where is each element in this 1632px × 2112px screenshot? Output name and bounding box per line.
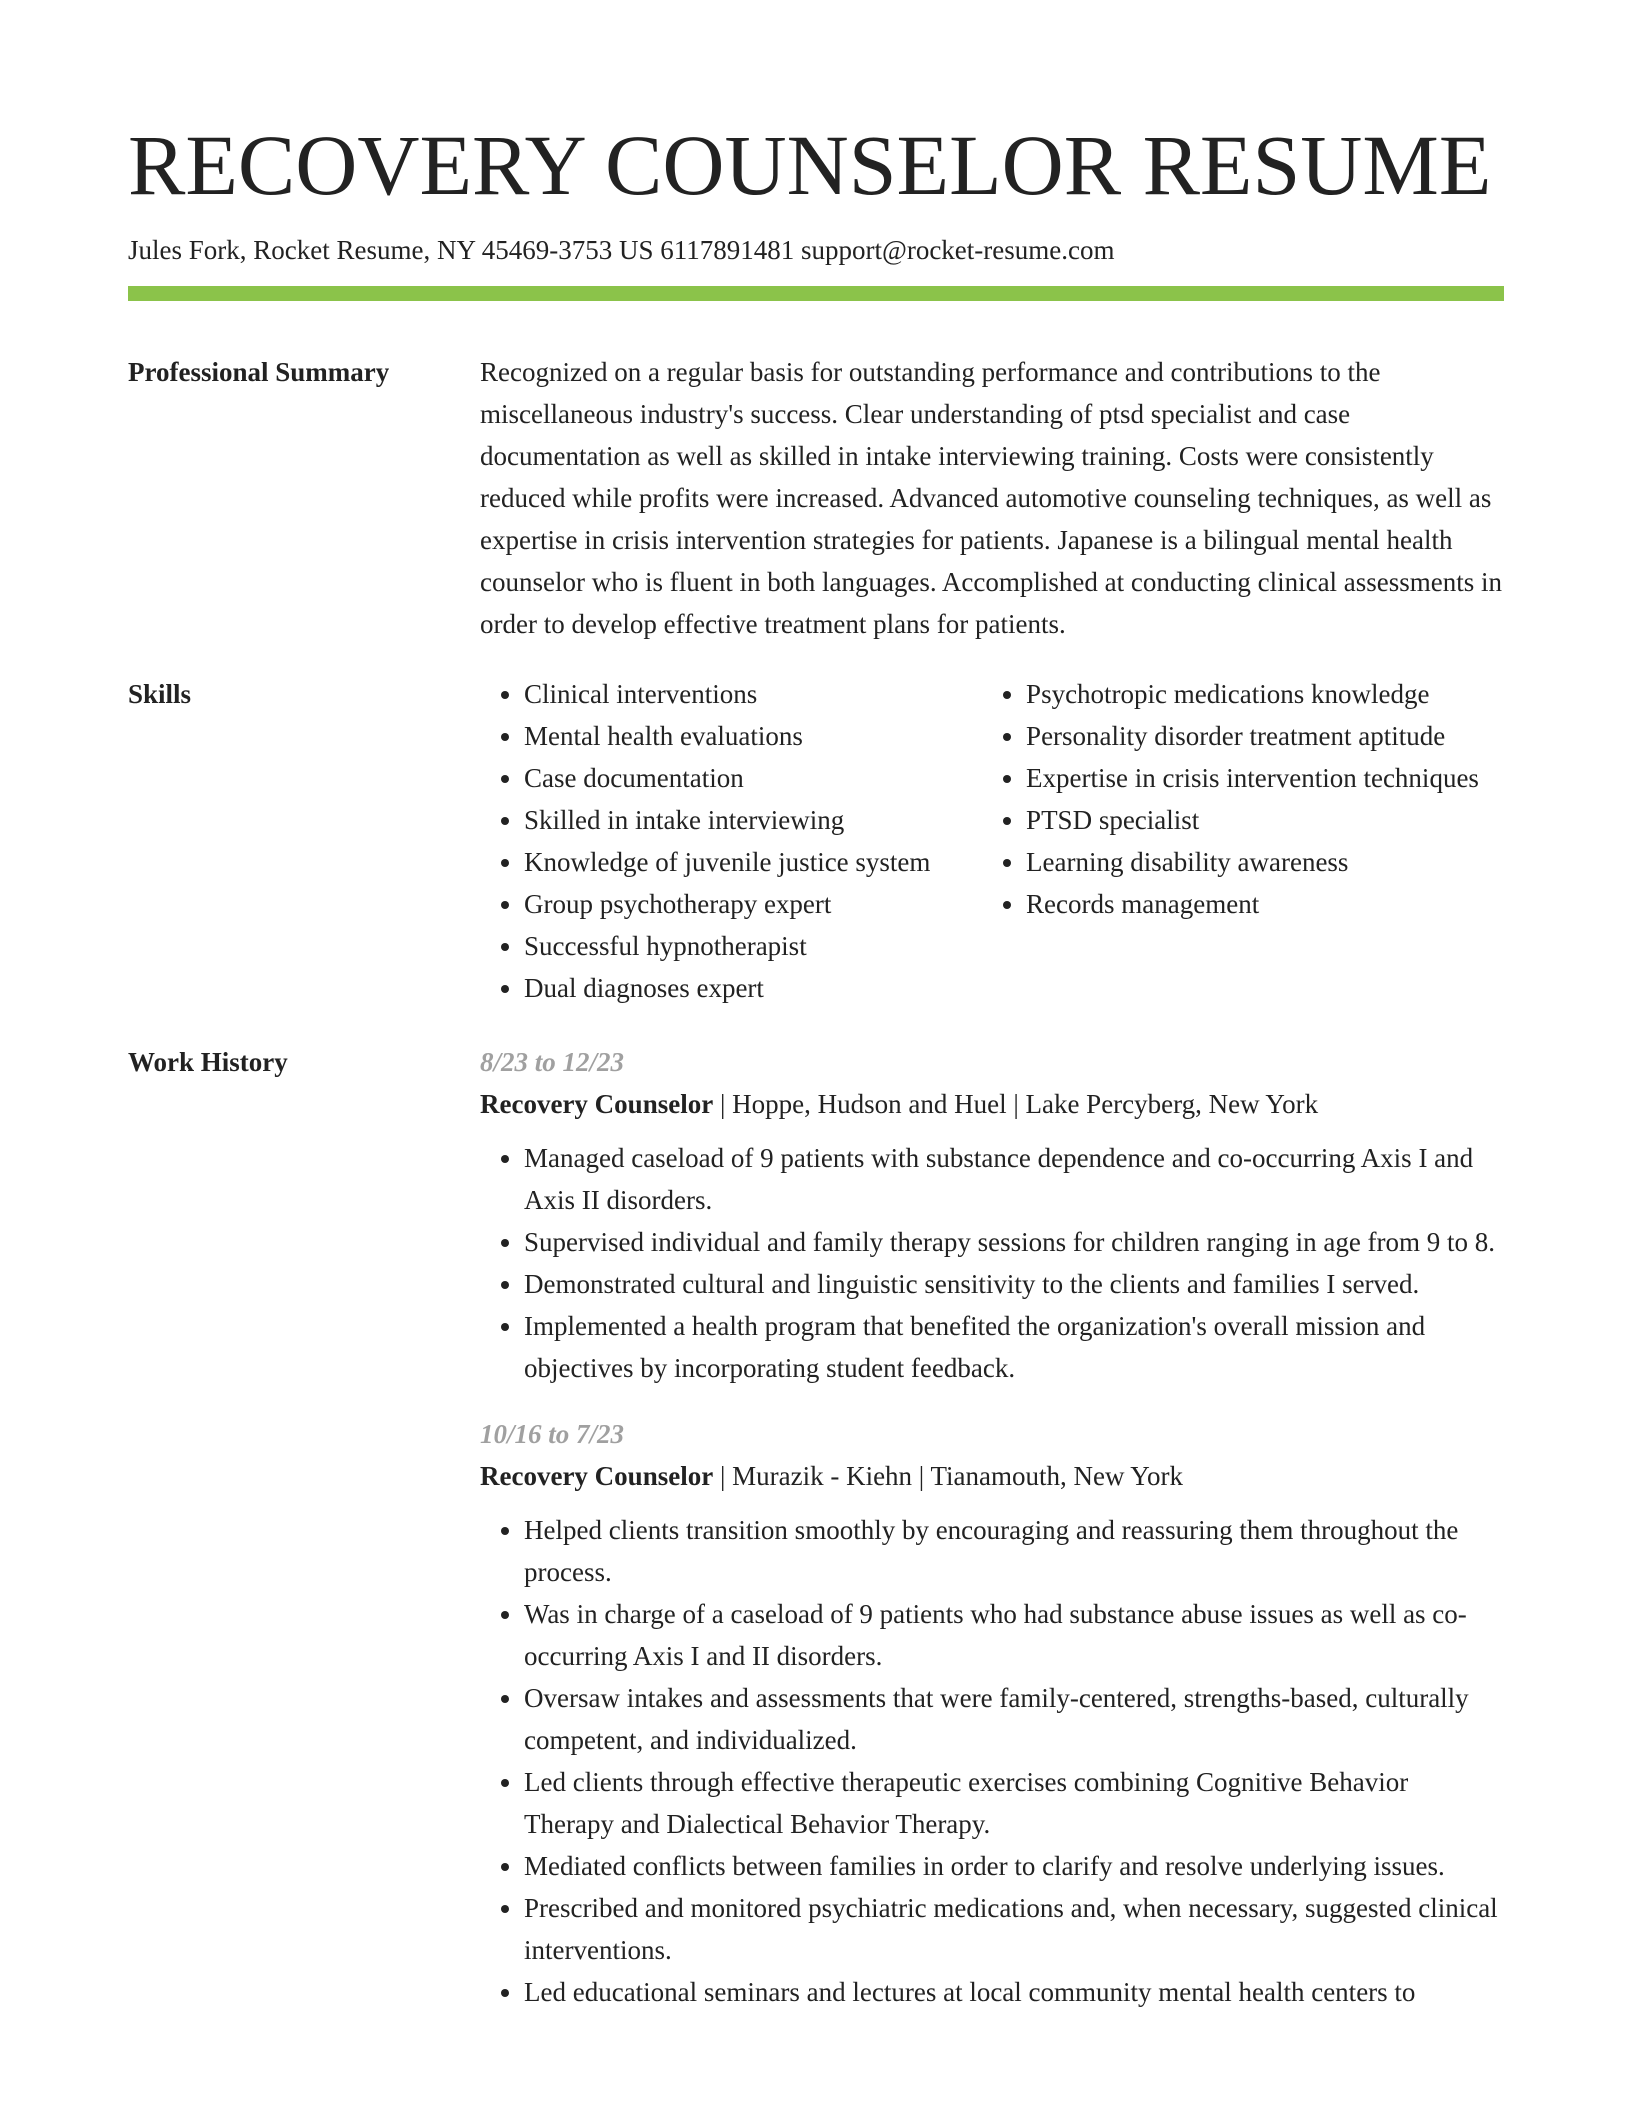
job-employer-location: | Murazik - Kiehn | Tianamouth, New York: [713, 1461, 1184, 1491]
skill-item: • PTSD specialist: [1026, 799, 1504, 841]
job-entry: [480, 1413, 1504, 2013]
job-title-line: [480, 1083, 1504, 1125]
job-bullet: • Oversaw intakes and assessments that were family-centered, strengths-based, culturally competent, and individualized.: [524, 1677, 1504, 1761]
work-body: [480, 1041, 1504, 2037]
job-entry: [480, 1041, 1504, 1389]
section-label-summary: Professional Summary: [128, 357, 390, 387]
section-label-skills: Skills: [128, 679, 192, 709]
skill-item: • Successful hypnotherapist: [524, 925, 982, 967]
job-title-line: [480, 1455, 1504, 1497]
skills-list-left: [480, 673, 982, 1009]
job-role: Recovery Counselor: [480, 1089, 714, 1119]
job-bullet: • Demonstrated cultural and linguistic sensitivity to the clients and families I served.: [524, 1263, 1504, 1305]
skill-item: • Records management: [1026, 883, 1504, 925]
job-bullets: [480, 1137, 1504, 1389]
accent-divider: [128, 286, 1504, 301]
job-bullet: • Was in charge of a caseload of 9 patients who had substance abuse issues as well as co-occurring Axis I and II disorders.: [524, 1593, 1504, 1677]
job-bullet: • Supervised individual and family therapy sessions for children ranging in age from 9 to 8.: [524, 1221, 1504, 1263]
job-bullet: • Implemented a health program that benefited the organization's overall mission and objectives by incorporating student feedback.: [524, 1305, 1504, 1389]
resume-title: RECOVERY COUNSELOR RESUME: [128, 117, 1492, 213]
skill-item: • Case documentation: [524, 757, 982, 799]
skill-item: • Expertise in crisis intervention techniques: [1026, 757, 1504, 799]
skill-item: • Group psychotherapy expert: [524, 883, 982, 925]
job-date: 8/23 to 12/23: [480, 1047, 625, 1077]
skill-item: • Skilled in intake interviewing: [524, 799, 982, 841]
skill-item: • Learning disability awareness: [1026, 841, 1504, 883]
job-bullet: • Led educational seminars and lectures at local community mental health centers to: [524, 1971, 1504, 2013]
skills-list-right: [982, 673, 1504, 1009]
job-bullet: • Managed caseload of 9 patients with substance dependence and co-occurring Axis I and Axis II disorders.: [524, 1137, 1504, 1221]
skills-columns: [480, 673, 1504, 1009]
summary-body: [480, 351, 1504, 645]
job-role: Recovery Counselor: [480, 1461, 714, 1491]
skill-item: • Mental health evaluations: [524, 715, 982, 757]
job-employer-location: | Hoppe, Hudson and Huel | Lake Percyberg, New York: [713, 1089, 1319, 1119]
job-bullet: • Helped clients transition smoothly by encouraging and reassuring them throughout the process.: [524, 1509, 1504, 1593]
contact-line: Jules Fork, Rocket Resume, NY 45469-3753 US 6117891481 support@rocket-resume.com: [128, 235, 1115, 265]
skill-item: • Knowledge of juvenile justice system: [524, 841, 982, 883]
job-bullets: [480, 1509, 1504, 2013]
skill-item: • Personality disorder treatment aptitude: [1026, 715, 1504, 757]
skills-body: [480, 673, 1504, 1009]
job-bullet: • Led clients through effective therapeutic exercises combining Cognitive Behavior Therapy and Dialectical Behavior Therapy.: [524, 1761, 1504, 1845]
skill-item: • Dual diagnoses expert: [524, 967, 982, 1009]
job-date: 10/16 to 7/23: [480, 1419, 625, 1449]
summary-text: Recognized on a regular basis for outstanding performance and contributions to the miscellaneous industry's success. Clear understanding of ptsd specialist and case documentation as well as skilled in intake interviewing training. Costs were consistently reduced while profits were increased. Advanced automotive counseling techniques, as well as expertise in crisis intervention strategies for patients. Japanese is a bilingual mental health counselor who is fluent in both languages. Accomplished at conducting clinical assessments in order to develop effective treatment plans for patients.: [480, 357, 1503, 639]
job-bullet: • Prescribed and monitored psychiatric medications and, when necessary, suggested clinical interventions.: [524, 1887, 1504, 1971]
skill-item: • Psychotropic medications knowledge: [1026, 673, 1504, 715]
job-bullet: • Mediated conflicts between families in order to clarify and resolve underlying issues.: [524, 1845, 1504, 1887]
skill-item: • Clinical interventions: [524, 673, 982, 715]
section-label-work: Work History: [128, 1047, 288, 1077]
